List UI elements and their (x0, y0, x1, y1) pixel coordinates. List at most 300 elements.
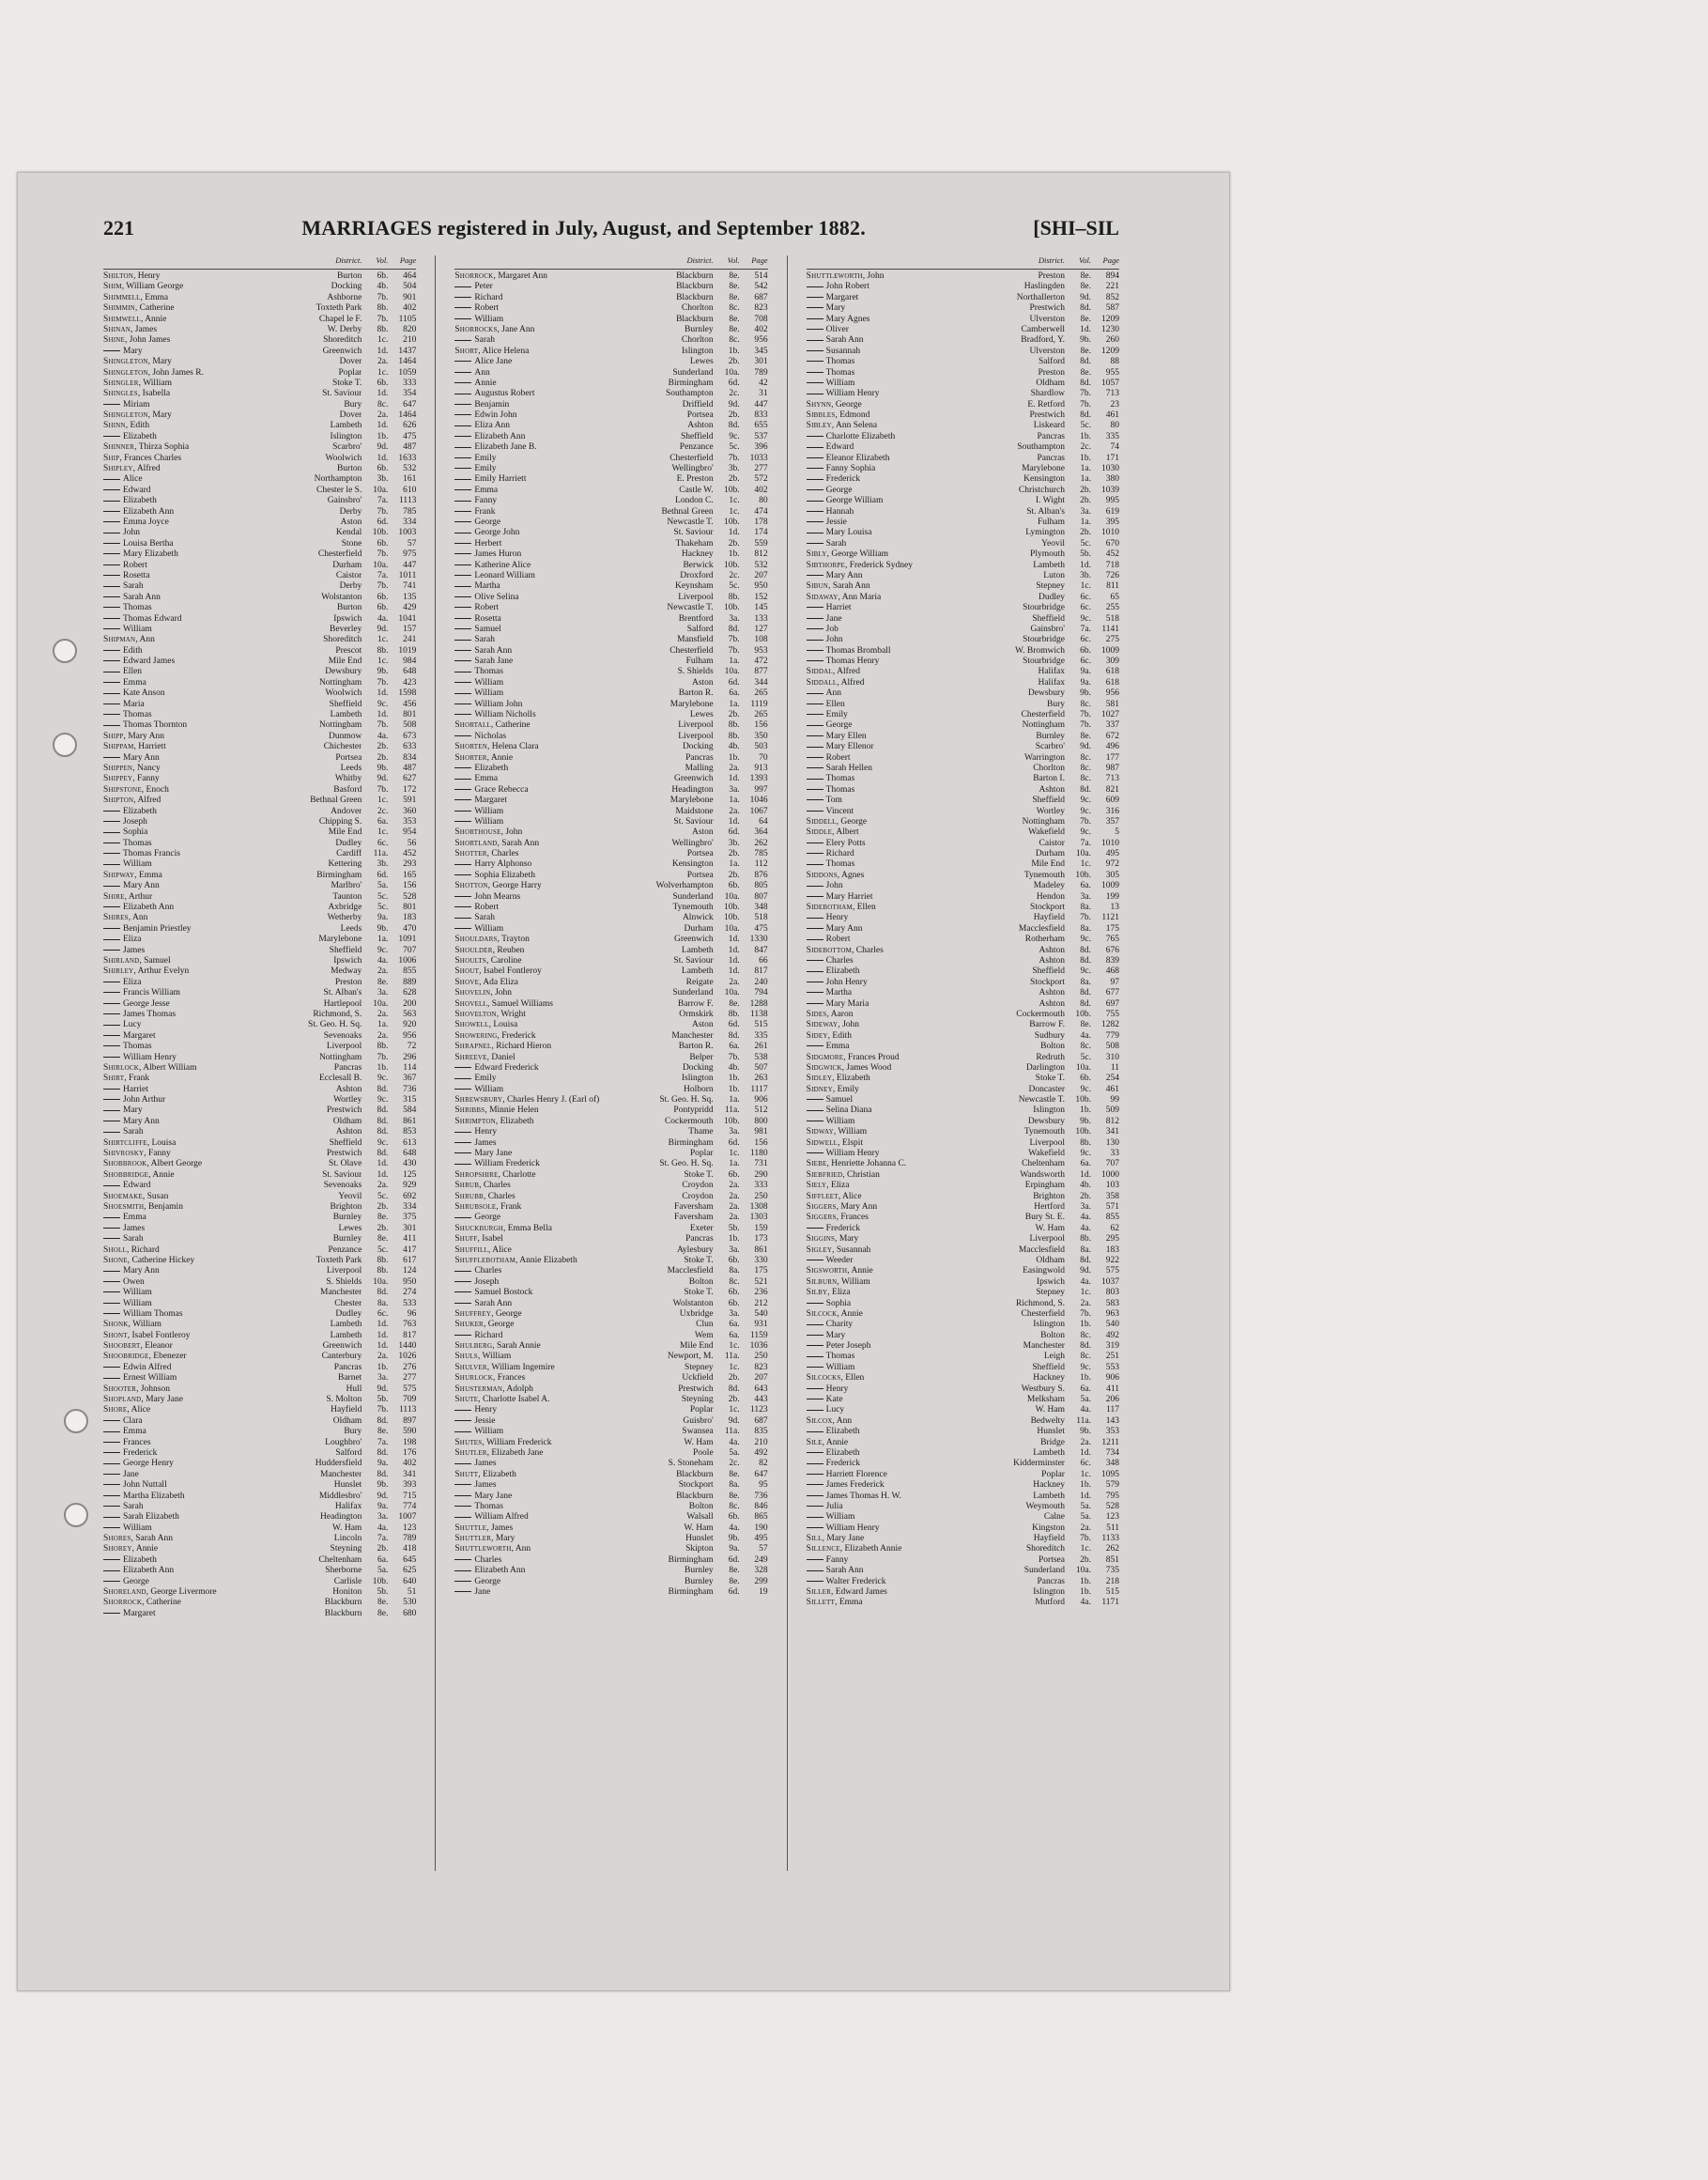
entry-name (103, 1117, 285, 1127)
surname: Short (454, 346, 479, 356)
given-names: Charlotte Elizabeth (825, 431, 896, 441)
register-entry (454, 978, 767, 988)
page-ref: 563 (403, 1009, 417, 1019)
register-entry (103, 817, 416, 827)
entry-name: Sibly, George William (806, 549, 889, 560)
district: Dudley (335, 838, 362, 848)
given-names: Susannah (825, 346, 861, 356)
given-names: Louisa Bertha (123, 538, 174, 549)
entry-name: Shute, Charlotte Isabel A. (454, 1395, 550, 1405)
surname: Sides (806, 1009, 827, 1019)
volume: 8b. (377, 303, 389, 314)
given-names: Annie (474, 378, 497, 388)
district: Lymington (1025, 528, 1065, 538)
given-names: George William (825, 496, 884, 506)
page-ref: 575 (403, 1384, 417, 1394)
entry-name: Shim, William George (103, 282, 184, 292)
given-names: Frances Proud (847, 1052, 900, 1062)
page-ref: 530 (403, 1598, 417, 1608)
register-entry (454, 1031, 767, 1042)
district: Ashton (1039, 784, 1065, 795)
district: St. Saviour (673, 956, 714, 966)
register-entry (103, 774, 416, 784)
district: Bedwelty (1030, 1415, 1065, 1426)
entry-name: Shurlock, Frances (454, 1373, 526, 1384)
page-ref: 823 (754, 1362, 768, 1372)
district: Barton R. (678, 1042, 714, 1052)
surname: Ship (103, 453, 120, 463)
ditto-dash (103, 1035, 120, 1036)
entry-name (103, 1010, 285, 1020)
given-names: Annie (851, 1266, 873, 1276)
register-entry (103, 935, 416, 945)
district: Kensington (671, 859, 714, 870)
volume: 11a. (1076, 1415, 1091, 1426)
entry-name (103, 1555, 285, 1566)
surname: Sibly (806, 549, 827, 560)
given-names: Thomas (825, 859, 855, 870)
register-entry (807, 1587, 1119, 1598)
ditto-dash (454, 372, 471, 373)
volume: 1d. (728, 956, 740, 966)
given-names: Christian (847, 1169, 880, 1180)
volume: 6b. (1080, 1074, 1091, 1084)
volume: 8d. (1080, 1341, 1091, 1352)
page-ref: 521 (754, 1276, 768, 1287)
district: Walsall (686, 1512, 714, 1523)
entry-name (103, 817, 285, 827)
page-ref: 1282 (1100, 1020, 1119, 1030)
given-names: Frederick Sydney (849, 560, 913, 570)
page-ref: 1464 (398, 357, 417, 367)
district: Hunslet (333, 1480, 362, 1491)
entry-name: Sile, Annie (806, 1437, 849, 1447)
page-ref: 1007 (398, 1512, 417, 1523)
page-ref: 853 (403, 1127, 417, 1137)
entry-list (807, 271, 1119, 1609)
ditto-dash (807, 436, 823, 437)
volume: 2b. (728, 849, 740, 859)
entry-name (807, 732, 988, 742)
volume: 9b. (1080, 1427, 1091, 1437)
given-names: James Wood (846, 1062, 892, 1073)
entry-name (807, 966, 988, 977)
district: Barrow F. (677, 998, 714, 1009)
register-entry (454, 293, 767, 303)
volume: 6a. (729, 688, 740, 699)
entry-name: Shorrock, Margaret Ann (454, 271, 548, 281)
given-names: Ann (515, 1544, 531, 1554)
volume: 9d. (1080, 292, 1091, 302)
volume: 6b. (1080, 645, 1091, 656)
register-entry (454, 742, 767, 752)
given-names: Elizabeth (474, 763, 509, 773)
volume: 1d. (1080, 1169, 1091, 1180)
given-names: John (867, 271, 885, 281)
district: Blackburn (324, 1608, 362, 1618)
index-column-2 (454, 255, 767, 1871)
district: Salford (686, 624, 714, 634)
given-names: John Arthur (123, 1095, 166, 1105)
district: Shoreditch (323, 635, 362, 645)
page-ref: 212 (754, 1298, 768, 1308)
district: Prestwich (1029, 410, 1065, 421)
volume: 7a. (377, 570, 389, 580)
volume: 9c. (1080, 1084, 1091, 1094)
district: Poplar (689, 1405, 714, 1415)
given-names: Rosetta (123, 570, 150, 580)
entry-name (807, 700, 988, 710)
entry-name: Shouldars, Trayton (454, 935, 530, 945)
register-entry (103, 432, 416, 442)
district: Portsea (1039, 1554, 1065, 1565)
entry-name: Shutes, William Frederick (454, 1437, 552, 1447)
given-names: William (838, 1127, 868, 1137)
given-names: Fanny Sophia (825, 464, 876, 474)
page-ref: 625 (403, 1566, 417, 1576)
ditto-dash (807, 660, 823, 661)
entry-name (103, 1288, 285, 1298)
entry-name (807, 774, 988, 784)
page-ref: 801 (403, 903, 417, 913)
register-entry (103, 1427, 416, 1437)
district: Liverpool (326, 1042, 362, 1052)
ditto-dash (454, 1484, 471, 1485)
page-ref: 210 (403, 335, 417, 346)
page-ref: 341 (403, 1469, 417, 1479)
entry-name (103, 528, 285, 538)
surname: Shimmell (103, 292, 141, 302)
register-entry (454, 646, 767, 657)
volume: 1b. (377, 1062, 389, 1073)
surname: Sidebottom (806, 945, 853, 955)
page-ref: 509 (1105, 1105, 1119, 1116)
page-ref: 330 (754, 1255, 768, 1265)
volume: 5c. (377, 903, 389, 913)
volume: 2b. (728, 710, 740, 720)
ditto-dash (103, 1463, 120, 1464)
page-ref: 894 (1105, 271, 1119, 281)
page-ref: 533 (403, 1298, 417, 1308)
district: Burton (336, 464, 362, 474)
ditto-dash (454, 297, 471, 298)
volume: 1d. (1080, 324, 1091, 334)
entry-name: Shonk, William (103, 1320, 162, 1330)
page-ref: 590 (403, 1427, 417, 1437)
page-ref: 112 (754, 859, 768, 870)
register-entry (103, 581, 416, 592)
volume: 1c. (729, 1362, 740, 1372)
surname: Shuttler (454, 1534, 492, 1544)
entry-name: Shivrosky, Fanny (103, 1149, 171, 1159)
given-names: Elizabeth Ann (123, 1566, 175, 1576)
register-entry (103, 593, 416, 603)
entry-name (454, 442, 636, 453)
register-entry (103, 1149, 416, 1159)
page-ref: 57 (407, 538, 417, 549)
page-ref: 456 (403, 699, 417, 709)
register-entry (807, 1523, 1119, 1534)
entry-name (454, 496, 636, 506)
district: Bolton (688, 1276, 714, 1287)
volume: 7b. (377, 581, 389, 592)
register-entry (807, 1266, 1119, 1276)
ditto-dash (807, 372, 823, 373)
volume: 9c. (377, 1074, 389, 1084)
register-entry (807, 410, 1119, 421)
volume: 6a. (377, 1554, 389, 1565)
given-names: Minnie Helen (489, 1105, 539, 1116)
district: Lambeth (681, 966, 714, 977)
volume: 4a. (1080, 1276, 1091, 1287)
volume: 1c. (1080, 859, 1091, 870)
ditto-dash (103, 596, 120, 597)
volume: 7b. (377, 506, 389, 517)
register-entry (103, 389, 416, 399)
register-entry (103, 1416, 416, 1427)
page-ref: 333 (754, 1181, 768, 1191)
volume: 6b. (728, 881, 740, 891)
given-names: Thomas (123, 603, 152, 613)
district: Pancras (1037, 431, 1065, 441)
surname: Showell (454, 1020, 489, 1030)
ditto-dash (807, 286, 823, 287)
register-entry (103, 496, 416, 506)
entry-name (103, 1053, 285, 1063)
register-entry (103, 442, 416, 453)
given-names: Charles (491, 849, 519, 859)
district: S. Stoneham (668, 1459, 714, 1469)
entry-name (454, 625, 636, 635)
entry-name (103, 518, 285, 528)
register-entry (103, 764, 416, 774)
page-ref: 950 (754, 581, 768, 592)
entry-name (807, 389, 988, 399)
page-ref: 305 (1105, 870, 1119, 880)
entry-name (807, 1577, 988, 1587)
ditto-dash (103, 1378, 120, 1379)
page-ref: 532 (754, 560, 768, 570)
register-entry (454, 507, 767, 518)
register-entry (807, 646, 1119, 657)
entry-name (807, 1341, 988, 1352)
register-entry (103, 859, 416, 870)
ditto-dash (103, 950, 120, 951)
given-names: Emily (474, 1074, 497, 1084)
district: Bridge (1040, 1437, 1065, 1447)
entry-name (103, 1085, 285, 1095)
given-names: James (474, 1459, 497, 1469)
ditto-dash (103, 757, 120, 758)
entry-name (103, 1448, 285, 1459)
district: Chester (334, 1298, 362, 1308)
volume: 10a. (373, 998, 389, 1009)
register-entry (103, 1213, 416, 1223)
given-names: Samuel (144, 956, 171, 966)
volume: 9c. (377, 1137, 389, 1148)
entry-name (807, 1566, 988, 1576)
page-ref: 452 (1105, 549, 1119, 560)
volume: 1b. (728, 549, 740, 560)
entry-name (807, 1523, 988, 1534)
volume: 8c. (1080, 1352, 1091, 1362)
entry-name (103, 1031, 285, 1042)
given-names: Robert (825, 752, 851, 763)
entry-name (103, 1577, 285, 1587)
entry-name: Shufflebotham, Annie Elizabeth (454, 1255, 577, 1265)
volume: 6d. (728, 378, 740, 388)
register-entry (807, 518, 1119, 528)
volume: 7a. (1080, 838, 1091, 848)
entry-name (454, 549, 636, 560)
volume: 9a. (1080, 667, 1091, 677)
entry-name: Sill, Mary Jane (806, 1534, 865, 1544)
volume: 4a. (1080, 1598, 1091, 1608)
given-names: John (842, 1020, 860, 1030)
entry-name (454, 1159, 636, 1169)
volume: 8e. (729, 1576, 740, 1586)
entry-name (103, 486, 285, 496)
given-names: Arthur (128, 891, 153, 902)
volume: 1a. (1080, 474, 1091, 485)
volume: 8e. (377, 1213, 389, 1223)
volume: 9c. (1080, 796, 1091, 806)
ditto-dash (807, 714, 823, 715)
ditto-dash (454, 1303, 471, 1304)
surname: Shuttleworth (454, 1544, 512, 1554)
entry-name: Showering, Frederick (454, 1030, 536, 1041)
district: Plymouth (1030, 549, 1065, 560)
register-entry (454, 1373, 767, 1384)
district: E. Retford (1027, 399, 1065, 410)
given-names: Leonard William (474, 570, 535, 580)
district: S. Shields (326, 1276, 362, 1287)
volume: 7b. (1080, 399, 1091, 410)
register-entry (807, 1020, 1119, 1030)
register-entry (807, 1213, 1119, 1223)
register-entry (454, 1352, 767, 1362)
page-ref: 218 (1105, 1576, 1119, 1586)
given-names: Benjamin Priestley (123, 923, 192, 934)
given-names: Edwin John (474, 410, 517, 421)
ditto-dash (807, 447, 823, 448)
district: Chesterfield (1021, 1308, 1065, 1319)
register-entry (454, 1587, 767, 1598)
volume: 8e. (1080, 314, 1091, 324)
register-entry (103, 710, 416, 720)
volume: 4a. (377, 731, 389, 741)
entry-name: Shippam, Harriett (103, 742, 166, 752)
volume: 3a. (1080, 891, 1091, 902)
volume: 3a. (377, 1373, 389, 1384)
surname: Shorrock (103, 1598, 143, 1608)
given-names: Jane (825, 613, 842, 624)
page-ref: 803 (1105, 1288, 1119, 1298)
district: Caistor (1039, 838, 1065, 848)
given-names: Owen (123, 1276, 145, 1287)
entry-name (454, 764, 636, 774)
surname: Shirtcliffe (103, 1137, 147, 1148)
register-entry (103, 1363, 416, 1373)
entry-name (454, 561, 636, 571)
district: Birmingham (668, 1587, 714, 1598)
register-entry (103, 999, 416, 1010)
district: W. Ham (684, 1437, 714, 1447)
entry-name (807, 1395, 988, 1405)
surname: Shorrocks (454, 324, 498, 334)
district: St. Saviour (322, 1169, 362, 1180)
given-names: Emma (123, 1427, 146, 1437)
district: Poole (693, 1447, 714, 1458)
district: Liverpool (1029, 1137, 1065, 1148)
given-names: George (474, 1576, 501, 1586)
register-entry (103, 539, 416, 549)
page-ref: 640 (403, 1576, 417, 1586)
page-ref: 628 (403, 988, 417, 998)
volume: 4a. (1080, 1213, 1091, 1223)
page-ref: 240 (754, 977, 768, 987)
page-ref: 587 (1105, 303, 1119, 314)
page-ref: 950 (403, 1276, 417, 1287)
entry-name (454, 464, 636, 474)
page-ref: 687 (754, 292, 768, 302)
volume: 4a. (377, 956, 389, 966)
volume: 9c. (1080, 806, 1091, 816)
given-names: Emily (474, 464, 497, 474)
surname: Shirland (103, 956, 140, 966)
given-names: Mary (495, 1534, 515, 1544)
register-entry (454, 774, 767, 784)
entry-name: Shuttler, Mary (454, 1534, 515, 1544)
page-ref: 301 (403, 1223, 417, 1233)
ditto-dash (103, 1238, 120, 1239)
entry-name: Shooter, Johnson (103, 1384, 170, 1394)
entry-name (807, 432, 988, 442)
page-ref: 1464 (398, 410, 417, 421)
ditto-dash (103, 543, 120, 544)
given-names: John James (129, 335, 171, 346)
surname: Shuff (454, 1234, 478, 1245)
ditto-dash (454, 414, 471, 415)
entry-name: Shuffrey, George (454, 1308, 522, 1319)
entry-name: Shuttleworth, John (806, 271, 885, 281)
ditto-dash (807, 307, 823, 308)
given-names: Richard (474, 1330, 503, 1340)
page-ref: 1437 (398, 346, 417, 356)
district: Marylebone (318, 935, 362, 945)
page-ref: 1036 (749, 1341, 768, 1352)
district: Newport, M. (667, 1352, 714, 1362)
page-ref: 402 (754, 324, 768, 334)
register-entry (103, 966, 416, 977)
register-entry (103, 807, 416, 817)
district: Belper (689, 1052, 714, 1062)
register-entry (454, 999, 767, 1010)
district: Headington (671, 784, 714, 795)
given-names: William Thomas (123, 1308, 183, 1319)
register-entry (807, 1492, 1119, 1502)
given-names: Peter Joseph (825, 1341, 871, 1352)
given-names: Katherine Alice (474, 560, 531, 570)
ditto-dash (807, 1099, 823, 1100)
page-ref: 583 (1105, 1298, 1119, 1308)
ditto-dash (454, 672, 471, 673)
district: Lambeth (681, 945, 714, 955)
entry-name (454, 1577, 636, 1587)
given-names: Walter Frederick (825, 1576, 886, 1586)
page-ref: 1033 (749, 453, 768, 463)
district: Stoke T. (684, 1255, 714, 1265)
